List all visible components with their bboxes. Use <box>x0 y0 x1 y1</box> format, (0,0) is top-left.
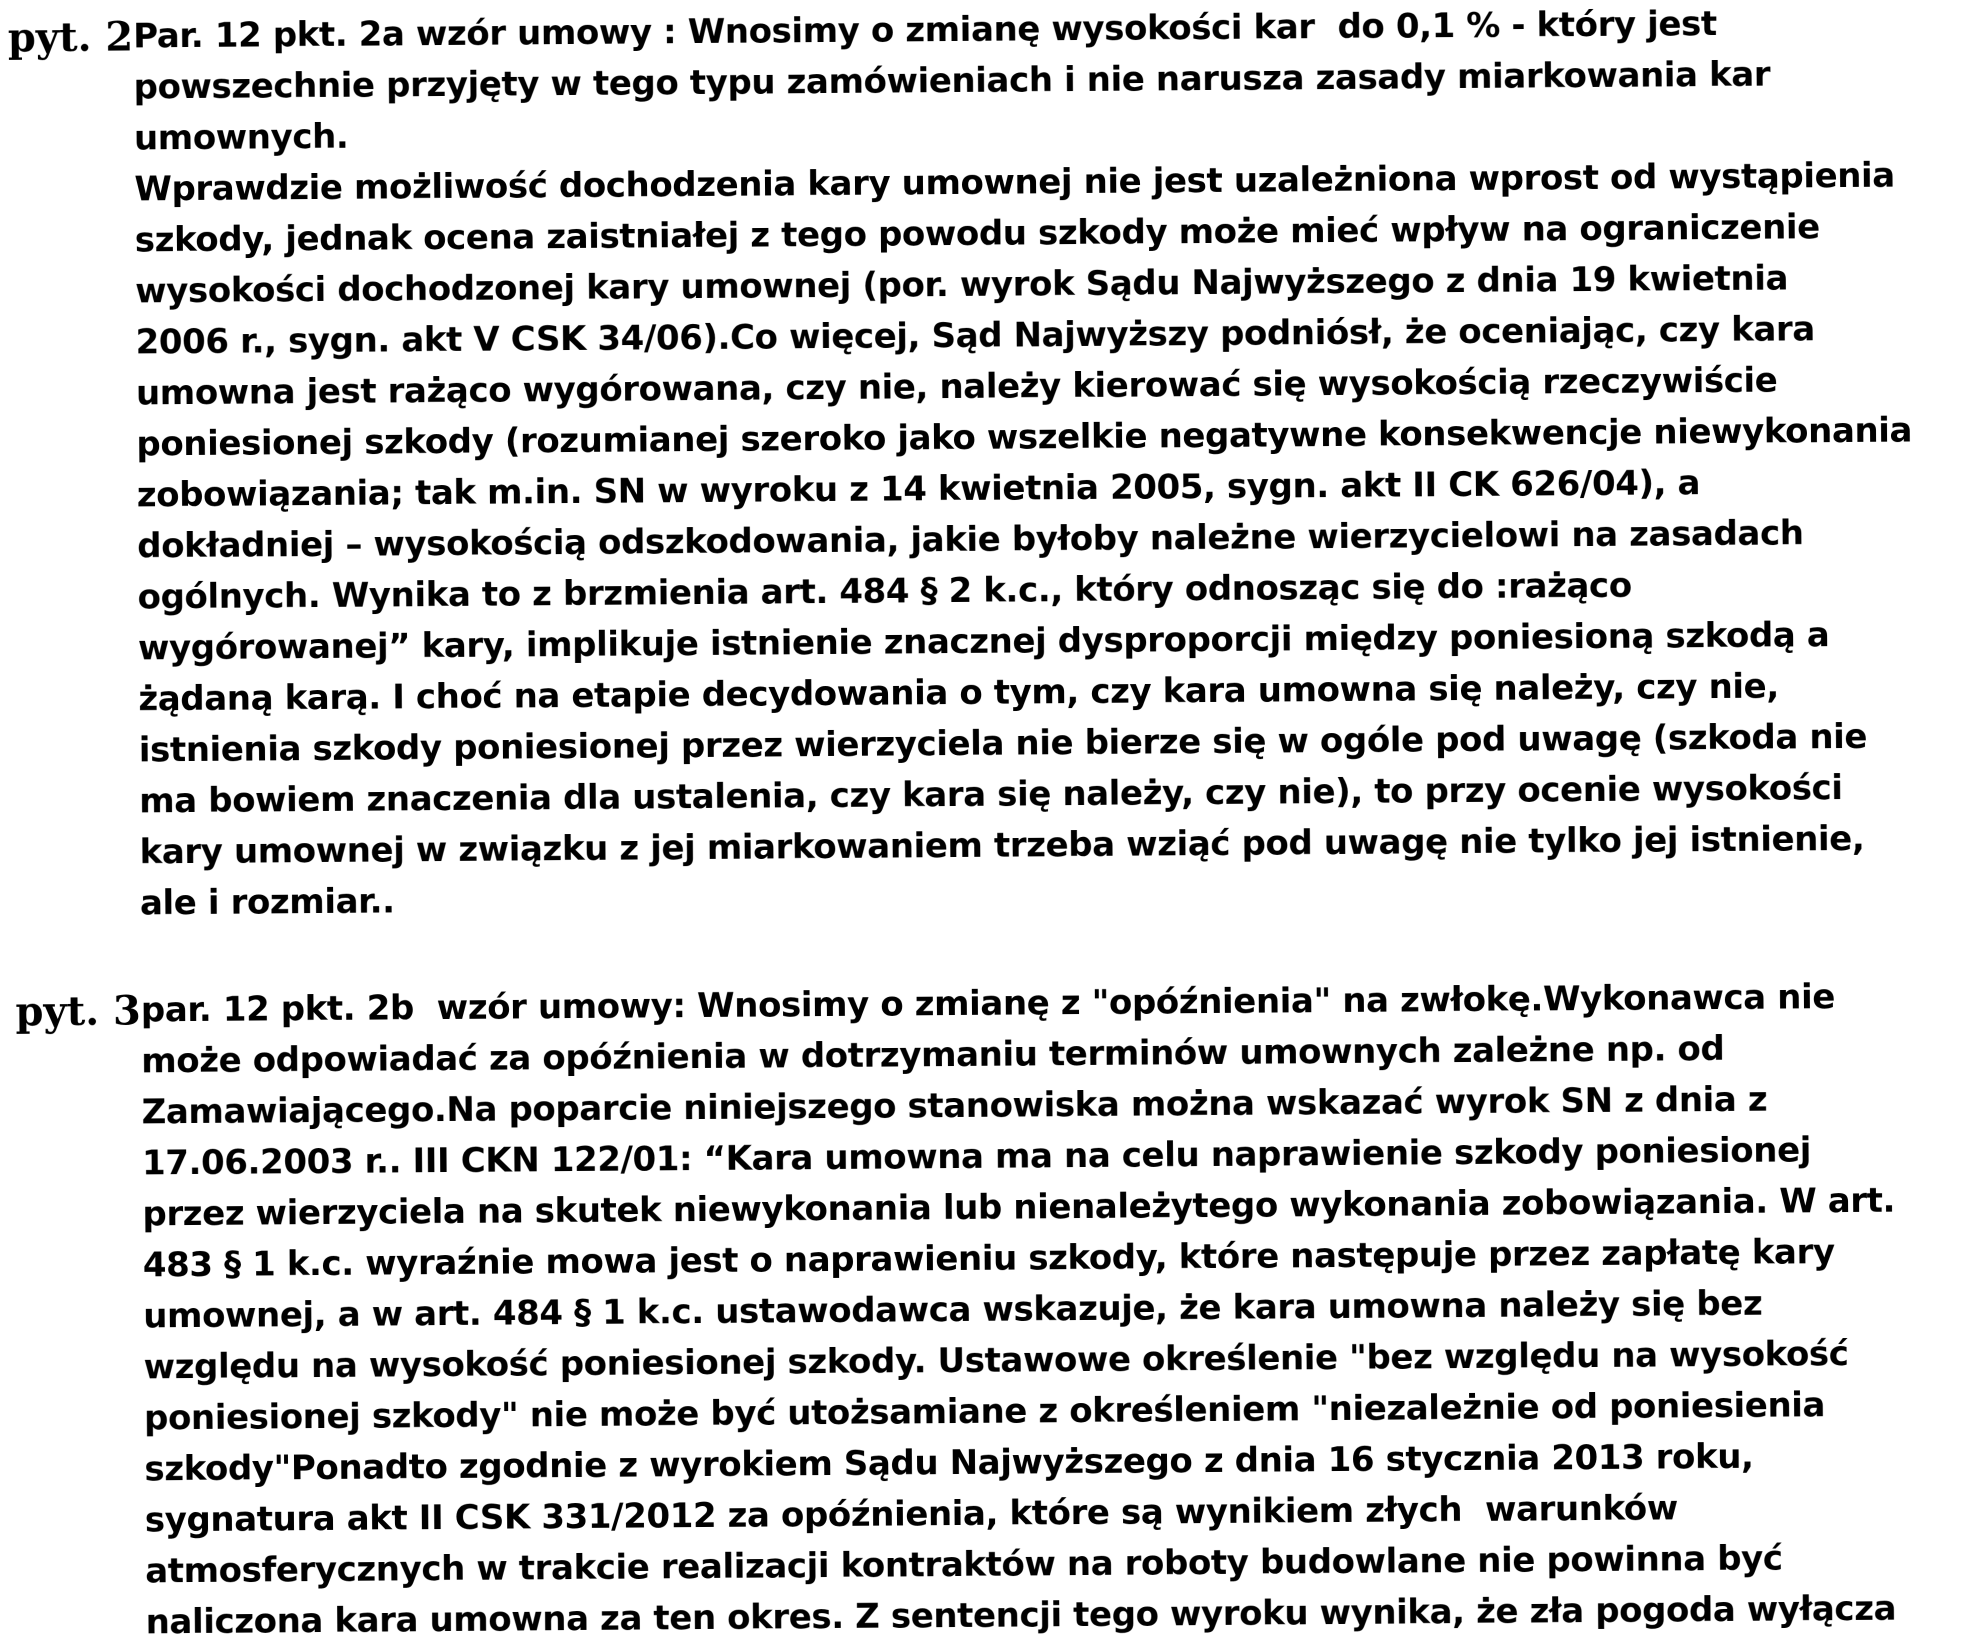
text-line: żądaną karą. I choć na etapie decydowania o tym, czy kara umowna się należy, czy nie, <box>138 666 1779 720</box>
text-line: szkody, jednak ocena zaistniałej z tego powodu szkody może mieć wpływ na ograniczenie <box>134 207 1820 261</box>
text-line: względu na wysokość poniesionej szkody. Ustawowe określenie "bez względu na wysokość <box>143 1333 1849 1388</box>
text-line: istnienia szkody poniesionej przez wierzyciela nie bierze się w ogóle pod uwagę (szkoda nie <box>138 716 1868 771</box>
text-line: przez wierzyciela na skutek niewykonania lub nienależytego wykonania zobowiązania. W art. <box>142 1180 1896 1235</box>
text-line: par. 12 pkt. 2b wzór umowy: Wnosimy o zmianę z "opóźnienia" na zwłokę.Wykonawca nie <box>140 977 1836 1031</box>
text-line: powszechnie przyjęty w tego typu zamówieniach i nie narusza zasady miarkowania kar <box>133 54 1771 108</box>
text-line: ma bowiem znaczenia dla ustalenia, czy kara się należy, czy nie), to przy ocenie wysokości <box>139 768 1843 822</box>
text-line: 483 § 1 k.c. wyraźnie mowa jest o naprawieniu szkody, które następuje przez zapłatę kary <box>142 1232 1835 1286</box>
text-line: może odpowiadać za opóźnienia w dotrzymaniu terminów umownych zależne np. od <box>141 1028 1725 1082</box>
text-line: ogólnych. Wynika to z brzmienia art. 484 § 2 k.c., który odnosząc się do :rażąco <box>137 565 1632 618</box>
text-line: Wprawdzie możliwość dochodzenia kary umownej nie jest uzależniona wprost od wystąpienia <box>134 155 1895 210</box>
text-line: szkody"Ponadto zgodnie z wyrokiem Sądu Najwyższego z dnia 16 stycznia 2013 roku, <box>144 1436 1754 1490</box>
text-line: 17.06.2003 r.. III CKN 122/01: “Kara umowna ma na celu naprawienie szkody poniesionej <box>141 1130 1812 1184</box>
question-text <box>141 971 1965 1648</box>
text-line: poniesionej szkody" nie może być utożsamiane z określeniem "niezależnie od poniesienia <box>143 1385 1826 1439</box>
text-line: ale i rozmiar.. <box>139 881 395 924</box>
text-line: sygnatura akt II CSK 331/2012 za opóźnienia, które są wynikiem złych warunków <box>144 1488 1678 1541</box>
text-line: umownej, a w art. 484 § 1 k.c. ustawodawca wskazuje, że kara umowna należy się bez <box>143 1283 1763 1337</box>
question-text <box>133 0 1965 929</box>
text-line: dokładniej – wysokością odszkodowania, jakie byłoby należne wierzycielowi na zasadach <box>137 513 1804 567</box>
text-line: wygórowanej” kary, implikuje istnienie znacznej dysproporcji między poniesioną szkodą a <box>137 615 1830 669</box>
text-line: umowna jest rażąco wygórowana, czy nie, należy kierować się wysokością rzeczywiście <box>135 360 1778 414</box>
text-line: 2006 r., sygn. akt V CSK 34/06).Co więcej, Sąd Najwyższy podniósł, że oceniając, czy kara <box>135 309 1815 363</box>
question-block <box>7 971 1965 1649</box>
text-line: kary umownej w związku z jej miarkowaniem trzeba wziąć pod uwagę nie tylko jej istnienie, <box>139 818 1865 873</box>
text-line: Par. 12 pkt. 2a wzór umowy : Wnosimy o zmianę wysokości kar do 0,1 % - który jest <box>133 3 1717 57</box>
text-line: umownych. <box>133 116 349 159</box>
question-label: pyt. 3 <box>15 987 142 1036</box>
text-line: zobowiązania; tak m.in. SN w wyroku z 14 kwietnia 2005, sygn. akt II CK 626/04), a <box>136 463 1701 516</box>
text-line: wysokości dochodzonej kary umownej (por. wyrok Sądu Najwyższego z dnia 19 kwietnia <box>135 258 1789 312</box>
text-line: poniesionej szkody (rozumianej szeroko jako wszelkie negatywne konsekwencje niewykonania <box>136 410 1913 465</box>
question-label: pyt. 2 <box>7 13 134 62</box>
text-line: naliczona kara umowna za ten okres. Z sentencji tego wyroku wynika, że zła pogoda wyłącza <box>145 1588 1897 1643</box>
text-line: atmosferycznych w trakcie realizacji kontraktów na roboty budowlane nie powinna być <box>145 1538 1783 1592</box>
text-line: Zamawiającego.Na poparcie niniejszego stanowiska można wskazać wyrok SN z dnia z <box>141 1079 1768 1133</box>
